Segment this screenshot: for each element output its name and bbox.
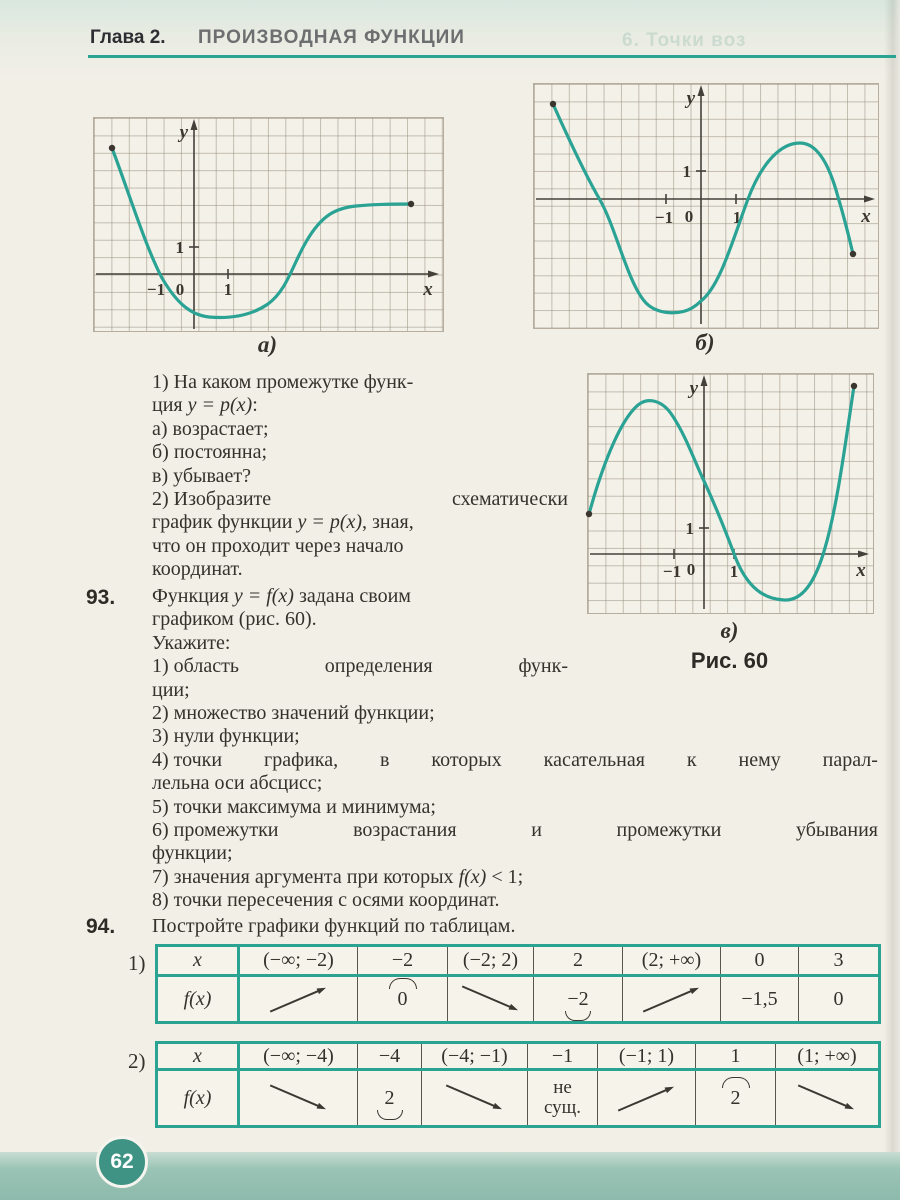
increasing-arrow-cell — [622, 977, 720, 1021]
header-rule — [88, 55, 896, 58]
endpoint-dot — [408, 201, 414, 207]
increase-arrow-icon — [611, 1079, 683, 1117]
decrease-arrow-icon — [791, 1079, 863, 1117]
y-tick-label: 1 — [682, 162, 691, 181]
text-line: в) убывает? — [152, 464, 252, 487]
text-line: Укажите: — [152, 631, 231, 654]
figure-b-svg — [534, 84, 878, 328]
chapter-number: Глава 2. — [90, 27, 166, 48]
text-line: а) возрастает; — [152, 417, 269, 440]
text-line: график функции y = p(x), зная, — [152, 511, 414, 534]
origin-label: 0 — [684, 207, 694, 226]
table-1-label: 1) — [128, 951, 146, 975]
x-axis-label: x — [856, 560, 866, 581]
y-axis-arrow — [701, 375, 708, 386]
text-line: 3) нули функции; — [152, 725, 300, 748]
text-line: координат. — [152, 558, 243, 581]
text-line: 5) точки максимума и минимума; — [152, 795, 436, 818]
x-tick-label: −1 — [654, 208, 674, 227]
increasing-arrow-cell — [240, 977, 357, 1021]
table-interval-cell: (−1; 1) — [597, 1044, 695, 1068]
decrease-arrow-icon — [455, 980, 527, 1018]
x-tick-label: −1 — [146, 280, 166, 299]
table-value-cell: f(x) — [158, 977, 240, 1021]
table-value-cell: не сущ. — [527, 1071, 597, 1125]
text-line: 2) Изобразите схематически — [152, 487, 568, 510]
x-tick-label: 1 — [729, 562, 739, 581]
figure-b-plot — [533, 83, 879, 329]
table-interval-cell: −4 — [357, 1044, 421, 1068]
text-line: 2) множество значений функции; — [152, 701, 435, 724]
decreasing-arrow-cell — [775, 1071, 878, 1125]
table-interval-cell: (−4; −1) — [421, 1044, 527, 1068]
text-line: ции; — [152, 678, 190, 701]
increasing-arrow-cell — [597, 1071, 695, 1125]
table-interval-cell: 2 — [533, 947, 622, 974]
increase-arrow-icon — [636, 980, 708, 1018]
exercise-93-text — [152, 585, 878, 912]
endpoint-dot — [851, 383, 857, 389]
y-tick-label: 1 — [175, 238, 184, 257]
table-2-wrap — [155, 1041, 881, 1128]
exercise-93-number: 93. — [86, 586, 116, 609]
endpoint-dot — [850, 251, 856, 257]
decreasing-arrow-cell — [240, 1071, 357, 1125]
table-1-wrap — [155, 944, 881, 1024]
y-axis-arrow — [698, 85, 705, 96]
min-value-cell: 2 — [357, 1071, 421, 1125]
x-tick-label: 1 — [223, 280, 233, 299]
x-axis-arrow — [858, 551, 869, 558]
table-interval-cell: (−∞; −4) — [263, 1044, 334, 1067]
table-interval-cell: (1; +∞) — [775, 1044, 878, 1068]
y-axis-arrow — [191, 119, 198, 130]
y-tick-label: 1 — [685, 519, 694, 538]
x-tick-label: 1 — [732, 208, 742, 227]
origin-label: 0 — [686, 560, 696, 579]
decreasing-arrow-cell — [447, 977, 533, 1021]
table-variable-cell: x — [158, 1044, 240, 1068]
table-value-cell: f(x) — [158, 1071, 240, 1125]
function-behavior-table — [155, 944, 881, 1024]
max-value-cell: 0 — [357, 977, 447, 1021]
figure-a-plot — [93, 117, 444, 332]
task-continuation-text — [152, 371, 568, 582]
figure-v-plot — [587, 373, 874, 614]
x-axis-label: x — [861, 206, 871, 227]
table-interval-cell: 1 — [695, 1044, 775, 1068]
text-line: функции; — [152, 842, 233, 865]
table-interval-cell: 0 — [720, 947, 798, 974]
text-line: Функция y = f(x) задана своим — [152, 585, 411, 607]
function-curve — [553, 104, 853, 313]
table-interval-cell: −2 — [357, 947, 447, 974]
exercise-94-intro: Постройте графики функций по таблицам. — [152, 915, 516, 937]
increase-arrow-icon — [263, 980, 335, 1018]
figure-a-caption: а) — [257, 332, 278, 357]
table-value-cell: 0 — [798, 977, 878, 1021]
text-line: что он проходит через начало — [152, 534, 404, 557]
figure-number-label: Рис. 60 — [690, 648, 769, 673]
function-behavior-table — [155, 1041, 881, 1128]
decrease-arrow-icon — [263, 1079, 335, 1117]
x-axis-arrow — [428, 271, 439, 278]
figure-a-svg — [94, 118, 443, 331]
endpoint-dot — [550, 101, 556, 107]
figure-v-caption: в) — [720, 618, 739, 643]
text-line: графиком (рис. 60). — [152, 608, 317, 631]
figure-b-caption: б) — [695, 330, 715, 355]
endpoint-dot — [586, 511, 592, 517]
y-axis-label: y — [686, 88, 695, 109]
text-line: 4) точки графика, в которых касательная к нему парал- — [152, 748, 878, 771]
x-tick-label: −1 — [662, 562, 682, 581]
text-line: 7) значения аргумента при которых f(x) < 1; — [152, 865, 524, 888]
x-axis-arrow — [864, 196, 875, 203]
function-curve — [589, 386, 854, 600]
text-line: 1) На каком промежутке функ- — [152, 371, 414, 393]
chapter-title: ПРОИЗВОДНАЯ ФУНКЦИИ — [198, 27, 465, 48]
text-line: лельна оси абсцисс; — [152, 772, 323, 795]
bleed-through-text: 6. Точки воз — [622, 30, 747, 51]
x-axis-label: x — [423, 279, 433, 300]
y-axis-label: y — [689, 378, 698, 399]
page-number-badge: 62 — [96, 1136, 148, 1188]
text-line: 1) область определения функ- — [152, 655, 568, 678]
text-line: ция y = p(x): — [152, 394, 258, 417]
table-variable-cell: x — [158, 947, 240, 974]
table-interval-cell: −1 — [527, 1044, 597, 1068]
text-line: 8) точки пересечения с осями координат. — [152, 889, 500, 912]
origin-label: 0 — [175, 280, 185, 299]
decrease-arrow-icon — [439, 1079, 511, 1117]
exercise-94-number: 94. — [86, 915, 116, 938]
y-axis-label: y — [179, 122, 188, 143]
page-gutter-shadow — [884, 0, 900, 1200]
endpoint-dot — [109, 145, 115, 151]
table-2-label: 2) — [128, 1049, 146, 1073]
table-interval-cell: (2; +∞) — [622, 947, 720, 974]
table-interval-cell: (−∞; −2) — [263, 949, 334, 971]
text-line: б) постоянна; — [152, 441, 268, 464]
text-line: 6) промежутки возрастания и промежутки убывания — [152, 818, 878, 841]
table-interval-cell: (−2; 2) — [447, 947, 533, 974]
table-value-cell: −1,5 — [720, 977, 798, 1021]
max-value-cell: 2 — [695, 1071, 775, 1125]
decreasing-arrow-cell — [421, 1071, 527, 1125]
figure-v-svg — [588, 374, 873, 613]
table-interval-cell: 3 — [798, 947, 878, 974]
min-value-cell: −2 — [533, 977, 622, 1021]
